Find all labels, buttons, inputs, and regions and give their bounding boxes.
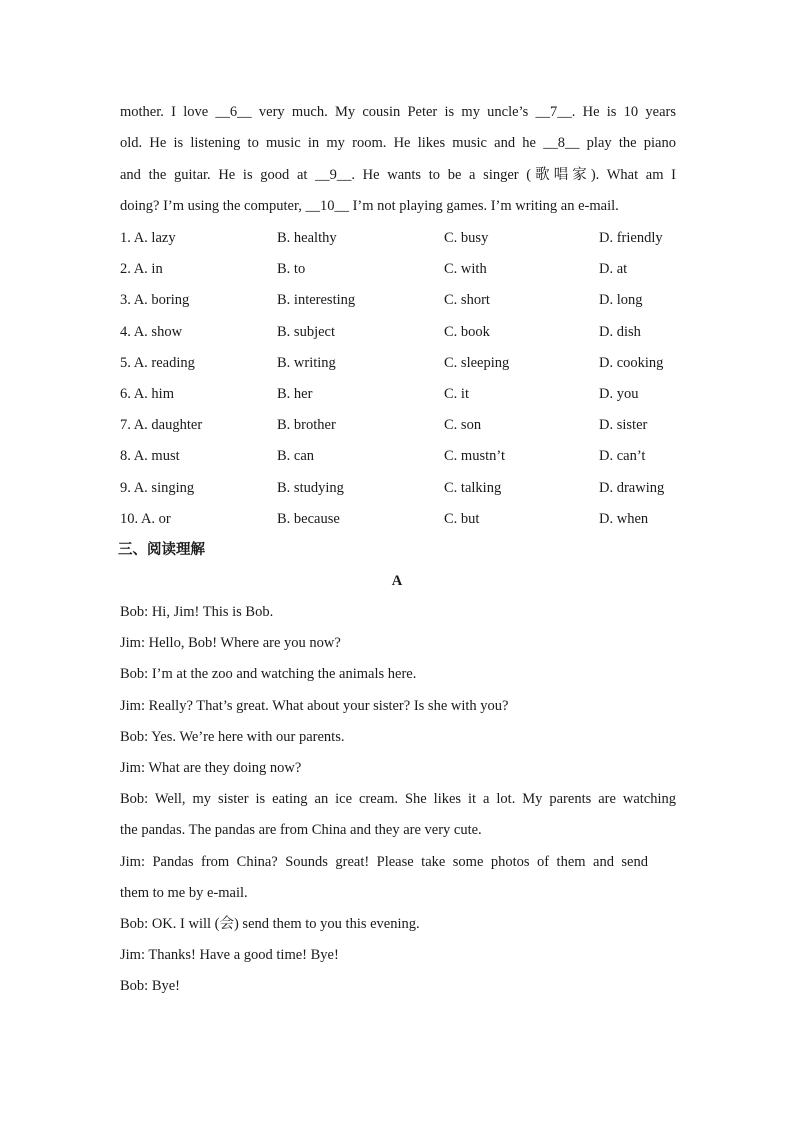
dialogue-line: Jim: Thanks! Have a good time! Bye! <box>120 947 339 964</box>
option-row <box>120 382 680 413</box>
option-c: C. son <box>444 417 482 434</box>
dialogue-line: Bob: I’m at the zoo and watching the animals here. <box>120 666 417 683</box>
answer-options <box>120 226 680 538</box>
option-a: 9. A. singing <box>120 479 195 496</box>
option-row <box>120 226 680 257</box>
option-row <box>120 288 680 319</box>
dialogue-line: Jim: Really? That’s great. What about your sister? Is she with you? <box>120 697 509 714</box>
option-d: D. when <box>599 510 649 527</box>
option-d: D. sister <box>599 417 648 434</box>
option-b: B. can <box>277 448 315 465</box>
option-c: C. it <box>444 385 469 402</box>
option-c: C. busy <box>444 230 489 246</box>
option-c: C. but <box>444 510 480 527</box>
option-row <box>120 351 680 382</box>
option-a: 8. A. must <box>120 448 180 465</box>
option-a: 6. A. him <box>120 385 174 402</box>
option-row <box>120 413 680 444</box>
option-b: B. healthy <box>277 230 337 246</box>
cloze-line: mother. I love __6__ very much. My cousin Peter is my uncle’s __7__. He is 10 years <box>120 104 676 120</box>
section-heading: 三、阅读理解 <box>118 542 205 558</box>
option-b: B. to <box>277 261 306 278</box>
dialogue-line: the pandas. The pandas are from China and they are very cute. <box>120 822 482 839</box>
dialogue-line: Bob: Well, my sister is eating an ice cream. She likes it a lot. My parents are watching <box>120 791 676 808</box>
option-d: D. long <box>599 292 643 309</box>
option-d: D. cooking <box>599 354 664 371</box>
option-d: D. at <box>599 261 628 278</box>
cloze-line: and the guitar. He is good at __9__. He wants to be a singer (歌唱家). What am I <box>120 166 676 183</box>
dialogue-line: Bob: Hi, Jim! This is Bob. <box>120 604 274 620</box>
option-a: 7. A. daughter <box>120 417 203 434</box>
option-c: C. mustn’t <box>444 448 505 465</box>
option-b: B. studying <box>277 479 344 496</box>
option-d: D. friendly <box>599 230 663 246</box>
reading-passage <box>120 600 676 1005</box>
cloze-paragraph <box>120 100 676 225</box>
dialogue-line: Bob: Yes. We’re here with our parents. <box>120 728 345 745</box>
option-c: C. short <box>444 292 490 309</box>
option-a: 1. A. lazy <box>120 230 176 246</box>
option-row <box>120 444 680 475</box>
option-b: B. her <box>277 385 313 402</box>
dialogue-line: Jim: Hello, Bob! Where are you now? <box>120 635 341 652</box>
option-c: C. sleeping <box>444 354 510 371</box>
dialogue-line: Jim: What are they doing now? <box>120 759 302 776</box>
dialogue-line: Jim: Pandas from China? Sounds great! Please take some photos of them and send <box>120 853 648 870</box>
option-c: C. with <box>444 261 487 278</box>
option-b: B. writing <box>277 354 336 371</box>
option-row <box>120 507 680 538</box>
option-row <box>120 476 680 507</box>
option-row <box>120 257 680 288</box>
dialogue-line: them to me by e-mail. <box>120 884 248 901</box>
cloze-line: doing? I’m using the computer, __10__ I’m not playing games. I’m writing an e-mail. <box>120 197 619 214</box>
option-b: B. because <box>277 510 340 527</box>
dialogue-line: Bob: OK. I will (会) send them to you this evening. <box>120 915 420 932</box>
passage-title: A <box>391 573 403 589</box>
option-b: B. subject <box>277 323 335 340</box>
option-a: 4. A. show <box>120 323 183 340</box>
option-d: D. can’t <box>599 448 646 465</box>
option-b: B. interesting <box>277 292 356 309</box>
option-d: D. you <box>599 385 639 402</box>
option-d: D. drawing <box>599 479 665 496</box>
option-c: C. book <box>444 323 490 340</box>
option-c: C. talking <box>444 479 502 496</box>
dialogue-line: Bob: Bye! <box>120 978 181 995</box>
option-a: 2. A. in <box>120 261 163 278</box>
option-a: 3. A. boring <box>120 292 190 309</box>
option-d: D. dish <box>599 323 641 340</box>
option-b: B. brother <box>277 417 336 434</box>
option-a: 10. A. or <box>120 510 171 527</box>
cloze-line: old. He is listening to music in my room. He likes music and he __8__ play the piano <box>120 135 676 152</box>
option-row <box>120 320 680 351</box>
option-a: 5. A. reading <box>120 354 195 371</box>
